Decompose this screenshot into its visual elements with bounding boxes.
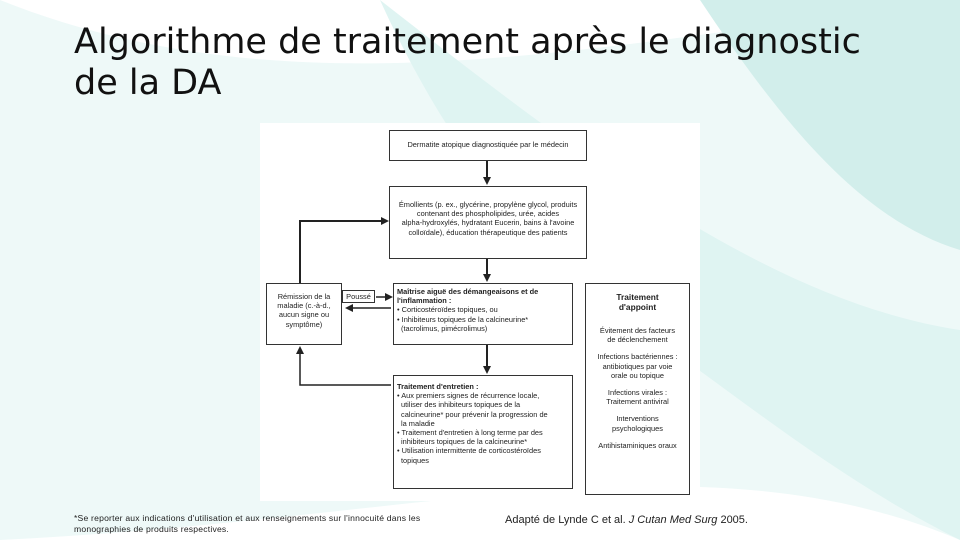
adjunct-title-line-1: Traitement	[616, 292, 659, 302]
adjunct-item-viral-line-1: Infections virales :	[607, 388, 668, 398]
emollients-box	[389, 186, 587, 259]
treatment-algorithm-figure	[260, 123, 700, 501]
maintenance-line-7: • Utilisation intermittente de corticostéroïdes	[397, 446, 541, 456]
acute-title-line-2: l'inflammation :	[397, 296, 452, 306]
remission-line-4: symptôme)	[285, 319, 323, 329]
adjunct-item-antihistamines	[586, 441, 689, 450]
adjunct-item-psychological-line-2: psychologiques	[612, 423, 663, 433]
arrow-maintenance-to-remission	[300, 348, 391, 385]
adjunct-item-triggers-line-2: de déclenchement	[607, 335, 668, 345]
adjunct-item-psychological	[586, 414, 689, 432]
maintenance-line-3: calcineurine* pour prévenir la progression de	[401, 409, 548, 419]
flare-label-text: Poussé	[346, 292, 371, 301]
maintenance-line-6: inhibiteurs topiques de la calcineurine*	[401, 437, 528, 447]
slide-title-line-1: Algorithme de traitement après le diagnostic	[74, 22, 861, 62]
remission-line-1: Rémission de la	[277, 292, 331, 301]
acute-bullet-calcineurin: • Inhibiteurs topiques de la calcineurine*	[397, 314, 529, 324]
adjunct-item-bacterial-line-3: orale ou topique	[610, 370, 664, 380]
adjunct-item-psychological-line-1: Interventions	[616, 414, 659, 424]
adjunct-item-antihistamines-line-1: Antihistaminiques oraux	[598, 440, 677, 450]
maintenance-line-4: la maladie	[401, 418, 435, 428]
adjunct-title	[586, 292, 689, 312]
adjunct-item-bacterial	[586, 352, 689, 380]
slide-title	[74, 22, 934, 104]
adjunct-item-bacterial-line-1: Infections bactériennes :	[597, 352, 678, 362]
adjunct-title-line-2: d'appoint	[618, 302, 657, 312]
citation	[505, 514, 748, 526]
emollients-line-4: colloïdale), éducation thérapeutique des patients	[408, 227, 568, 237]
flare-label	[342, 290, 375, 303]
adjunct-item-viral	[586, 388, 689, 406]
remission-line-3: aucun signe ou	[278, 310, 330, 320]
adjunct-item-triggers	[586, 326, 689, 344]
diagnosis-text: Dermatite atopique diagnostiquée par le médecin	[407, 140, 569, 149]
maintenance-line-1: • Aux premiers signes de récurrence locale,	[397, 391, 540, 401]
maintenance-box	[393, 375, 573, 489]
maintenance-line-5: • Traitement d'entretien à long terme par des	[397, 428, 543, 438]
remission-box	[266, 283, 342, 345]
adjunct-therapy-box	[585, 283, 690, 495]
citation-suffix: 2005.	[717, 514, 748, 526]
emollients-line-1: Émollients (p. ex., glycérine, propylène glycol, produits	[398, 200, 578, 209]
remission-line-2: maladie (c.-à-d.,	[277, 301, 331, 311]
acute-bullet-calcineurin-examples: (tacrolimus, pimécrolimus)	[401, 323, 488, 333]
footnote: *Se reporter aux indications d'utilisation et aux renseignements sur l'innocuité dans les monographies de produits respectives.	[74, 513, 421, 534]
arrow-remission-to-emollients	[300, 221, 387, 283]
acute-control-box	[393, 283, 573, 345]
maintenance-line-8: topiques	[401, 455, 429, 465]
acute-bullet-corticosteroids: • Corticostéroïdes topiques, ou	[397, 305, 498, 315]
adjunct-item-viral-line-2: Traitement antiviral	[606, 397, 669, 407]
adjunct-item-triggers-line-1: Évitement des facteurs	[599, 326, 676, 335]
citation-prefix: Adapté de Lynde C et al.	[505, 514, 629, 526]
slide-title-line-2: de la DA	[74, 63, 222, 103]
emollients-line-3: alpha-hydroxylés, hydratant Eucerin, bains à l'avoine	[401, 218, 575, 228]
maintenance-title: Traitement d'entretien :	[397, 382, 479, 391]
emollients-line-2: contenant des phospholipides, urée, acides	[416, 209, 560, 219]
citation-journal: J Cutan Med Surg	[628, 514, 718, 526]
adjunct-item-bacterial-line-2: antibiotiques par voie	[602, 361, 673, 371]
diagnosis-box	[389, 130, 587, 161]
maintenance-line-2: utiliser des inhibiteurs topiques de la	[401, 400, 521, 410]
acute-title-line-1: Maîtrise aiguë des démangeaisons et de	[397, 287, 539, 296]
